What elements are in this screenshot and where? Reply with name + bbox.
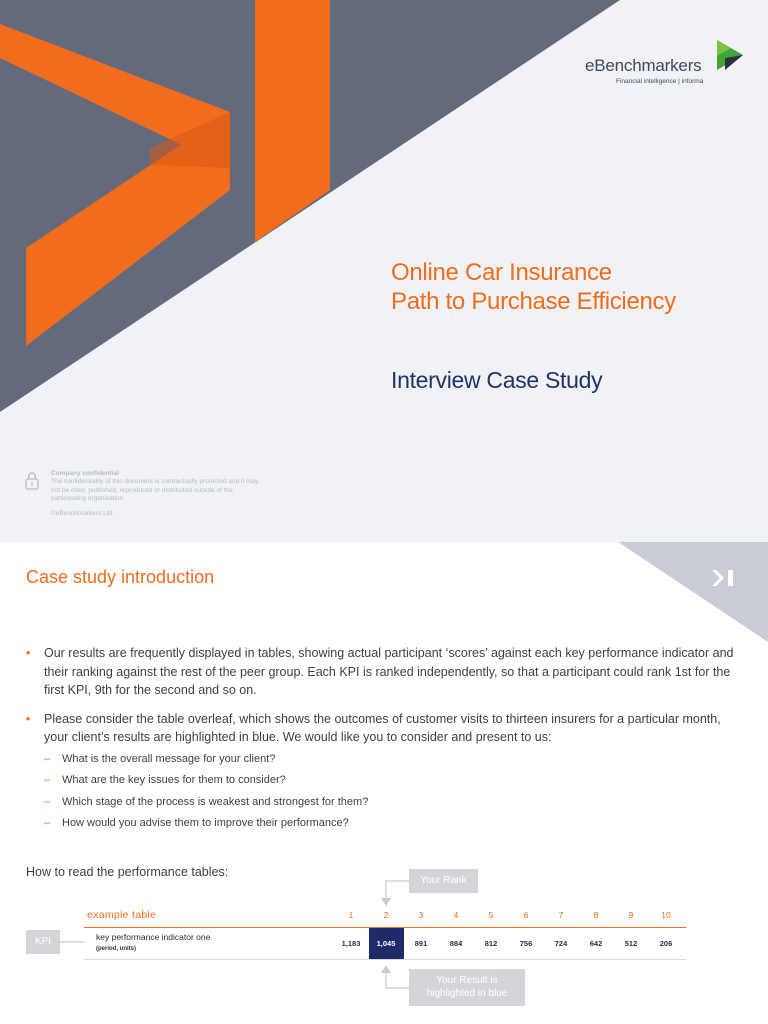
rank-arrow-icon xyxy=(386,881,409,904)
bullet-text: Our results are frequently displayed in tables, showing actual participant ‘scores’ against each key performance indicator and their ranking against the rest of the peer group. Each KPI is ranked independently, so that a participant could rank 1st for the first KPI, 9th for the second and so on. xyxy=(44,646,734,697)
rank-header: 1 xyxy=(348,910,354,920)
confidential-heading: Company confidential xyxy=(51,470,119,477)
table-value: 724 xyxy=(554,939,568,948)
bullet-text: Please consider the table overleaf, which shows the outcomes of customer visits to thirteen insurers for a particular month, your client’s results are highlighted in blue. We would like you to consider and present to us: xyxy=(44,711,721,744)
dash-marker-icon: – xyxy=(44,752,51,765)
rank-header: 4 xyxy=(453,910,459,920)
table-row-rule xyxy=(84,959,686,960)
bullet-marker-icon: • xyxy=(26,711,31,726)
rank-header: 6 xyxy=(523,910,529,920)
section-title: Case study introduction xyxy=(26,567,215,587)
question-item: – How would you advise them to improve their performance? xyxy=(44,813,736,835)
your-rank-callout: Your Rank xyxy=(409,869,478,893)
lock-icon xyxy=(24,471,40,491)
table-value: 756 xyxy=(519,939,533,948)
rank-header: 9 xyxy=(628,910,634,920)
confidential-body: The confidentiality of this document is contractually protected and it may not be cited, published, reproduced or distributed outside of the participating organisation. xyxy=(51,478,259,503)
cover-subtitle: Interview Case Study xyxy=(391,367,603,393)
dash-marker-icon: – xyxy=(44,795,51,808)
kpi-name: key performance indicator one xyxy=(96,932,211,942)
table-value: 812 xyxy=(484,939,498,948)
dash-marker-icon: – xyxy=(44,774,51,786)
question-item: – What are the key issues for them to consider? xyxy=(44,770,736,792)
rank-header: 10 xyxy=(661,910,671,920)
rank-header: 8 xyxy=(593,910,599,920)
logo-wordmark: eBenchmarkers xyxy=(585,56,702,75)
question-item: – Which stage of the process is weakest and strongest for them? xyxy=(44,792,736,814)
cover-title-line-2: Path to Purchase Efficiency xyxy=(391,288,676,315)
ebenchmarkers-logo[interactable] xyxy=(585,38,745,90)
play-mark-icon xyxy=(715,38,745,74)
table-value: 1,183 xyxy=(341,939,361,948)
table-value: 206 xyxy=(659,939,673,948)
table-value: 512 xyxy=(624,939,638,948)
rank-header: 5 xyxy=(488,910,494,920)
table-value: 884 xyxy=(449,939,463,948)
intro-slide xyxy=(0,542,768,1024)
copyright: ©eBenchmarkers Ltd. xyxy=(51,509,114,517)
rank-header: 7 xyxy=(558,910,564,920)
table-value-highlighted: 1,045 xyxy=(376,939,396,948)
rank-header: 2 xyxy=(383,910,389,920)
kpi-unit: (period, units) xyxy=(96,946,136,952)
logo-tagline: Financial intelligence | informa xyxy=(616,78,704,85)
table-value: 891 xyxy=(414,939,428,948)
howto-heading: How to read the performance tables: xyxy=(26,865,229,879)
rank-header: 3 xyxy=(418,910,424,920)
kpi-callout: KPI xyxy=(26,930,60,954)
dash-marker-icon: – xyxy=(44,817,51,829)
result-arrow-icon xyxy=(386,967,409,988)
your-result-callout: Your Result is highlighted in blue xyxy=(409,969,525,1006)
cover-title xyxy=(391,258,676,316)
question-item: – What is the overall message for your client? xyxy=(44,749,736,771)
bullet-marker-icon: • xyxy=(26,646,31,660)
example-table-label: example table xyxy=(87,909,157,921)
cover-title-line-1: Online Car Insurance xyxy=(391,259,612,286)
table-value: 642 xyxy=(589,939,603,948)
